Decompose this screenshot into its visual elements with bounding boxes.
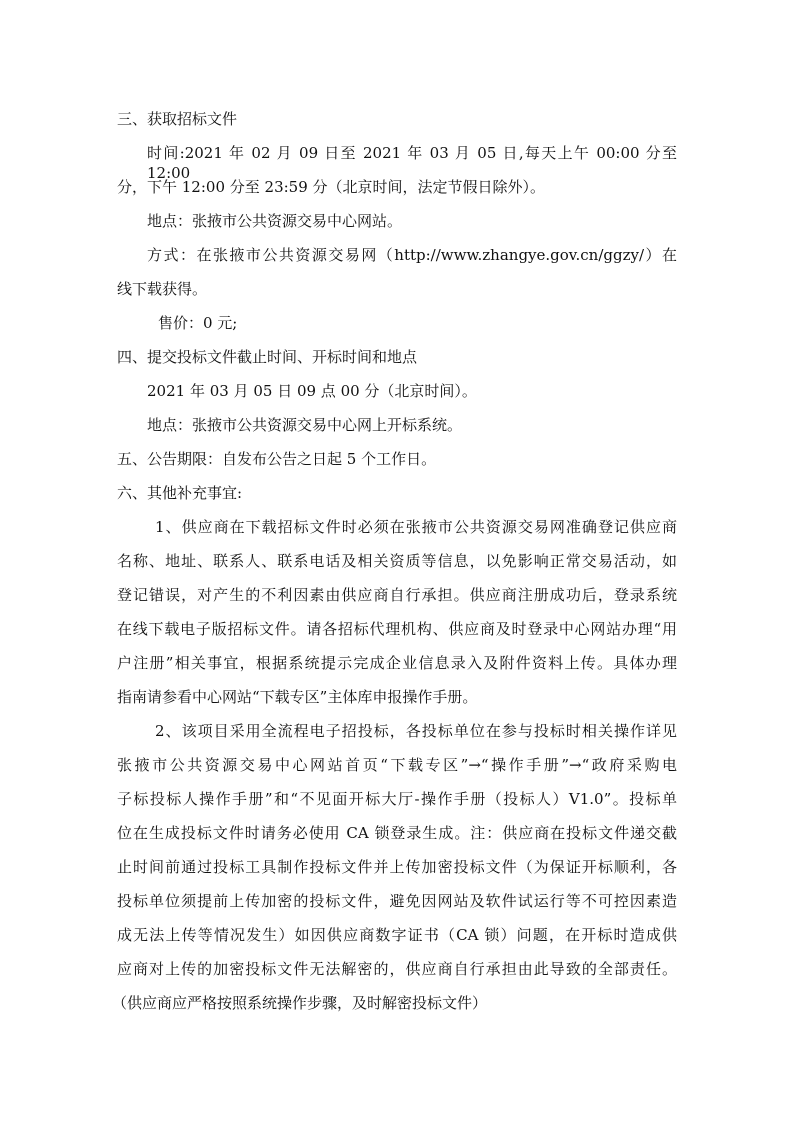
section4-heading: 四、提交投标文件截止时间、开标时间和地点 [117,348,418,366]
s6-p1-line6: 指南请参看中心网站“下载专区”主体库申报操作手册。 [117,688,478,706]
section5-heading: 五、公告期限：自发布公告之日起 5 个工作日。 [117,450,437,468]
s6-p1-line4: 在线下载电子版招标文件。请各招标代理机构、供应商及时登录中心网站办理“用 [117,620,677,638]
section6-heading: 六、其他补充事宜: [117,484,243,502]
s6-p2-line8: 应商对上传的加密投标文件无法解密的，供应商自行承担由此导致的全部责任。 [117,960,677,978]
s3-method-line1: 方式：在张掖市公共资源交易网（http://www.zhangye.gov.cn/ggzy/）在 [147,246,677,264]
s6-p2-line4: 位在生成投标文件时请务必使用 CA 锁登录生成。注：供应商在投标文件递交截 [117,824,677,842]
s6-p1-line3: 登记错误，对产生的不利因素由供应商自行承担。供应商注册成功后，登录系统 [117,586,677,604]
s6-p1-line2: 名称、地址、联系人、联系电话及相关资质等信息，以免影响正常交易活动，如 [117,552,677,570]
s3-time-line2: 分，下午 12:00 分至 23:59 分（北京时间，法定节假日除外）。 [117,178,546,196]
s3-time-line1: 时间:2021 年 02 月 09 日至 2021 年 03 月 05 日,每天上午 00:00 分至 12:00 [147,144,677,182]
s6-p2-line3: 子标投标人操作手册”和“不见面开标大厅-操作手册（投标人）V1.0”。投标单 [117,790,677,808]
s6-p1-line1: 1、供应商在下载招标文件时必须在张掖市公共资源交易网准确登记供应商 [155,518,677,536]
s3-price: 售价：0 元; [158,314,238,332]
s6-p2-line9: （供应商应严格按照系统操作步骤，及时解密投标文件） [112,994,488,1012]
s6-p2-line5: 止时间前通过投标工具制作投标文件并上传加密投标文件（为保证开标顺利，各 [117,858,677,876]
s4-time: 2021 年 03 月 05 日 09 点 00 分（北京时间）。 [147,382,477,400]
section3-heading: 三、获取招标文件 [117,110,238,128]
s4-location: 地点：张掖市公共资源交易中心网上开标系统。 [147,416,463,434]
s6-p2-line1: 2、该项目采用全流程电子招投标，各投标单位在参与投标时相关操作详见 [155,722,677,740]
s6-p1-line5: 户注册”相关事宜，根据系统提示完成企业信息录入及附件资料上传。具体办理 [117,654,677,672]
s6-p2-line7: 成无法上传等情况发生）如因供应商数字证书（CA 锁）问题，在开标时造成供 [117,926,677,944]
s6-p2-line6: 投标单位须提前上传加密的投标文件，避免因网站及软件试运行等不可控因素造 [117,892,677,910]
s6-p2-line2: 张掖市公共资源交易中心网站首页“下载专区”→“操作手册”→“政府采购电 [117,756,677,774]
s3-location: 地点：张掖市公共资源交易中心网站。 [147,212,403,230]
s3-method-line2: 线下载获得。 [117,280,208,298]
